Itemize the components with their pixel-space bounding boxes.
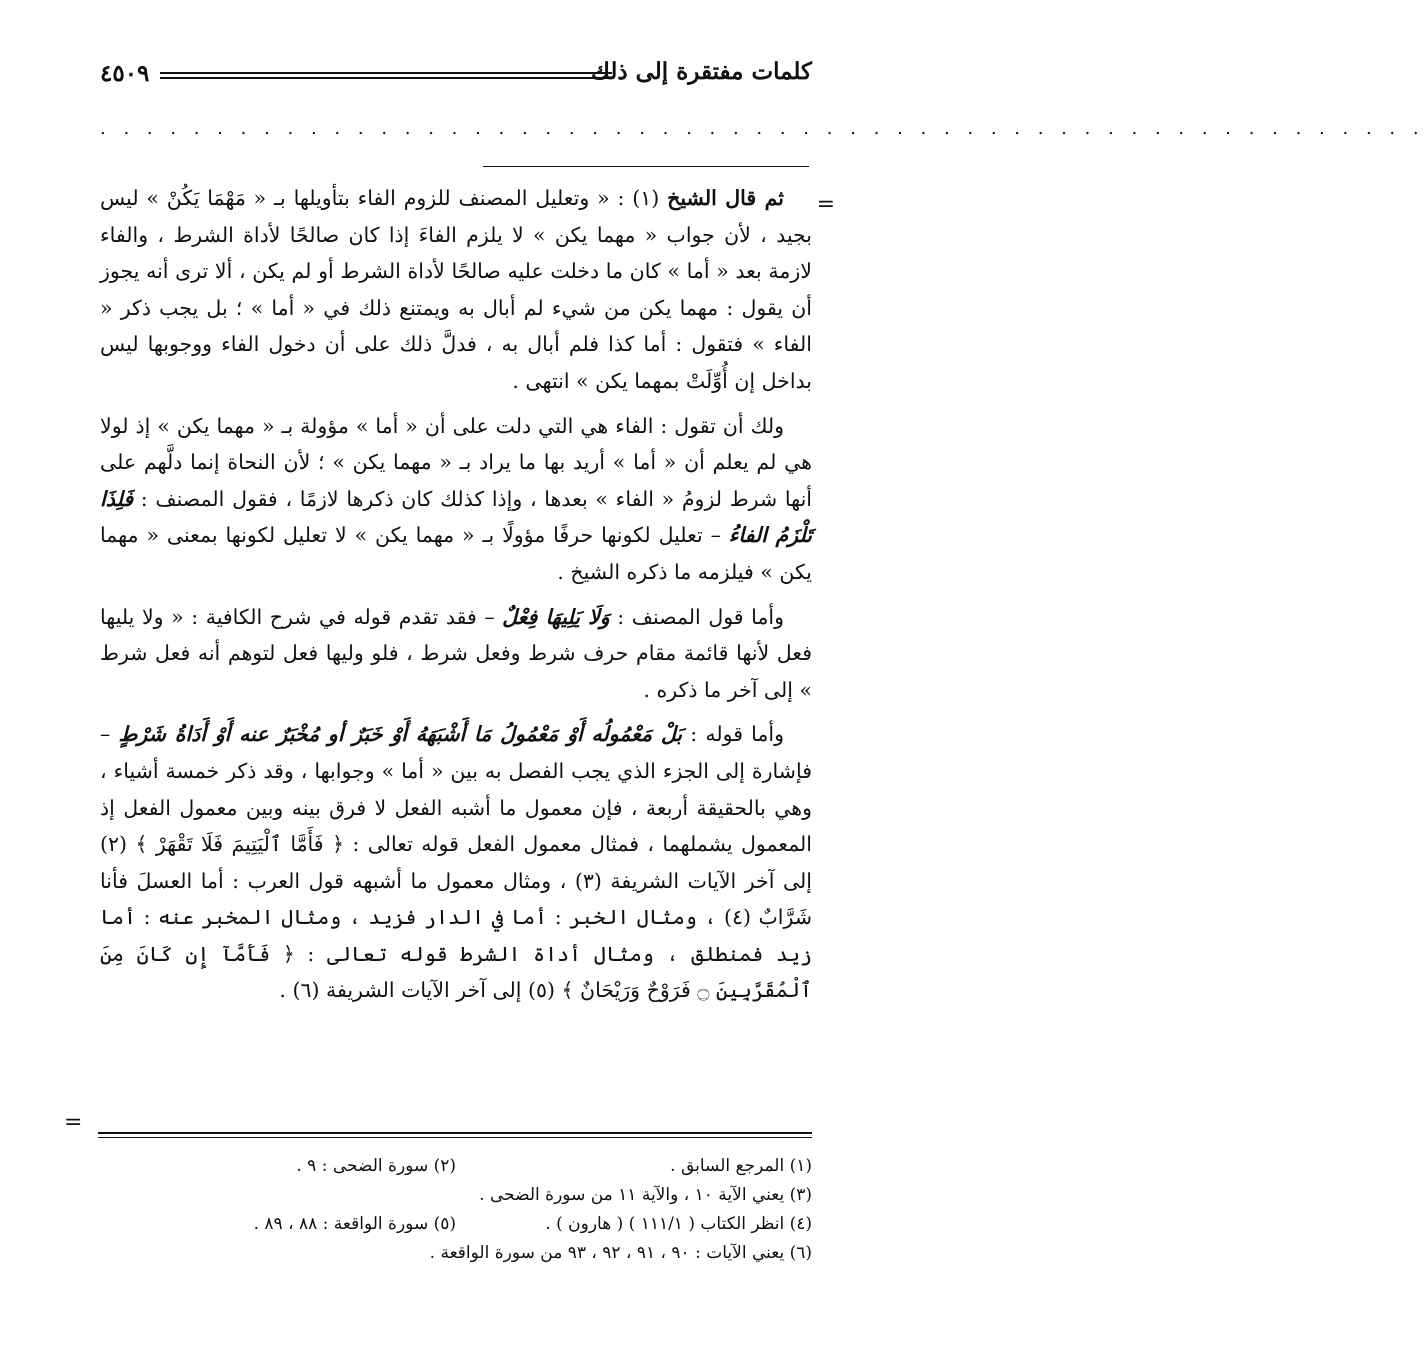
paragraph-text: وأما قول المصنف :	[609, 604, 784, 629]
paragraph-text: – فقد تقدم قوله في شرح الكافية : « ولا يليها فعل لأنها قائمة مقام حرف شرط وفعل شرط ، فلو وليها فعل لتوهم أنه فعل شرط » إلى آخر ما ذكره .	[100, 604, 812, 702]
quoted-matn: وَلَا يَلِيهَا فِعْلٌ	[502, 604, 610, 629]
header-rule	[160, 72, 612, 79]
paragraph-text: وأما قوله :	[682, 722, 785, 747]
footnote-6: (٦) يعني الآيات : ٩٠ ، ٩١ ، ٩٢ ، ٩٣ من سورة الواقعة .	[429, 1243, 812, 1263]
footnote-5: (٥) سورة الواقعة : ٨٨ ، ٨٩ .	[253, 1214, 456, 1234]
section-rule	[483, 166, 809, 167]
paragraph	[100, 716, 812, 1009]
footnote-3: (٣) يعني الآية ١٠ ، والآية ١١ من سورة الضحى .	[479, 1185, 812, 1205]
paragraph-text: (١) : « وتعليل المصنف للزوم الفاء بتأويلها بـ « مَهْمَا يَكُنْ » ليس بجيد ، لأن جواب « مهما يكن » لا يلزم الفاءَ إذا كان صالحًا لأداة الشرط ، والفاء لازمة بعد « أما » كان ما دخلت عليه صالحًا لأداة الشرط أو لم يكن ، ألا ترى أنه يجوز أن يقول : مهما يكن من شيء لم أبال به ويمتنع ذلك في « أما » ؛ بل يجب ذكر « الفاء » فتقول : أما كذا فلم أبال به ، فدلَّ ذلك على أن دخول الفاء ووجوبها ليس بداخل إن أُوِّلَتْ بمهما يكن » انتهى .	[100, 186, 812, 393]
running-header	[100, 58, 812, 92]
main-text	[100, 180, 812, 1017]
quoted-matn: بَلْ مَعْمُولُه أَوْ مَعْمُولُ مَا أَشْبَهَهُ أَوْ خَبَرٌ أو مُخْبَرٌ عنه أَوْ أَدَاةُ شَرْطٍ	[118, 722, 683, 747]
footnote-row	[100, 1152, 812, 1181]
footnote-2: (٢) سورة الضحى : ٩ .	[296, 1156, 456, 1176]
footnote-rule	[98, 1132, 812, 1138]
footnote-row	[100, 1210, 812, 1239]
paragraph-lead: ثم قال الشيخ	[667, 186, 784, 210]
paragraph	[100, 599, 812, 709]
paragraph	[100, 180, 812, 400]
quoted-matn: فَلِذَا تَلْزَمُ الفاءُ	[100, 486, 812, 548]
continuation-mark-top: =	[816, 192, 835, 217]
paragraph-text: – تعليل لكونها حرفًا مؤولًا بـ « مهما يكن » لا تعليل لكونها بمعنى « مهما يكن » فيلزمه ما ذكره الشيخ .	[100, 523, 812, 584]
page-number: ٤٥٠٩	[100, 60, 150, 87]
footnote-1: (١) المرجع السابق .	[670, 1156, 812, 1176]
paragraph-text: ولك أن تقول : الفاء هي التي دلت على أن « أما » مؤولة بـ « مهما يكن » إذ لولا هي لم يعلم أن « أما » أريد بها ما يراد بـ « مهما يكن » ؛ لأن النحاة إنما دلَّهم على أنها شرط لزومُ « الفاء » بعدها ، وإذا كذلك كان ذكرها لازمًا ، فقول المصنف :	[100, 413, 812, 511]
header-title: كلمات مفتقرة إلى ذلك	[590, 58, 812, 85]
continuation-mark-bottom: =	[64, 1110, 83, 1135]
footnotes	[100, 1152, 812, 1268]
paragraph-text: – فإشارة إلى الجزء الذي يجب الفصل به بين « أما » وجوابها ، وقد ذكر خمسة أشياء ، وهي بالحقيقة أربعة ، فإن معمول ما أشبه الفعل لا فرق بينه وبين معمول الفعل إذ المعمول يشملهما ، فمثال معمول الفعل قوله تعالى : ﴿ فَأَمَّا ٱلْيَتِيمَ فَلَا تَقْهَرْ ﴾ (٢) إلى آخر الآيات الشريفة (٣) ، ومثال معمول ما أشبهه قول العرب : أما العسلَ فأنا شَرَّابٌ (٤) ، ومثال الخبر : أما في الدار فزيد ، ومثال المخبر عنه : أما زيد فمنطلق ، ومثال أداة الشرط قوله تعالى : ﴿ فَأَمَّآ إِن كَانَ مِنَ ٱلْمُقَرَّبِينَ ۝ فَرَوْحٌ وَرَيْحَانٌ ﴾ (٥) إلى آخر الآيات الشريفة (٦) .	[100, 722, 812, 1003]
paragraph	[100, 408, 812, 591]
footnote-4: (٤) انظر الكتاب ( ١١١/١ ) ( هارون ) .	[545, 1214, 812, 1234]
separator-dots: . . . . . . . . . . . . . . . . . . . . . . . . . . . . . . . . . . . . . . . . . . . . . . . . . . . . . . . . .	[100, 118, 1425, 139]
